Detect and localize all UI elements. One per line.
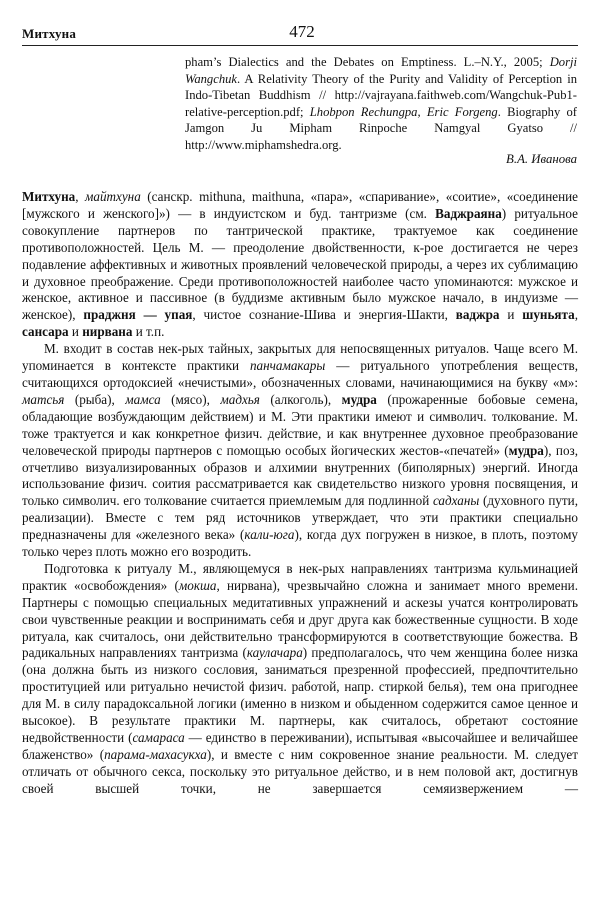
bibliography-author: Lhobpon Rechungpa, Eric Forgeng [309,104,498,119]
text-run: , [75,189,85,204]
running-header [22,19,576,47]
text-run: (духовного пути, реализации). Вместе с тем ряд источников утверждает, что эти практики специально предназначены для «железного века» ( [22,493,578,543]
cross-reference: мудра [508,442,544,458]
term: матсья [22,391,65,407]
cross-reference: праджня — упая [83,307,193,323]
cross-reference: мудра [341,391,377,407]
header-rule [22,45,578,46]
cross-reference: Ваджраяна [435,205,502,221]
bibliography-text: pham’s Dialectics and the Debates on Emptiness. L.–N.Y., 2005; [185,55,550,69]
text-run: (прожаренные бобовые семена, обладающие возбуждающим действием) и М. Эти практики имеют и символич. толкование. М. тоже трактуется и как конкретное физич. действие, и как внутреннее духовное преобразование человеческой природы партнеров с помощью особых йогических жестов-«печатей» ( [22,391,578,458]
text-run: ) ритуальное совокупление партнеров по тантрической практике, трактуемое как соединение противоположностей. Цель М. — преодоление двойственности, к-рое достигается не через подавление аффективных и животных проявлений человеческой природы, а через их сублимацию и духовное преображение. Среди противоположностей наиболее часто упоминаются: мужское и женское, активное и пассивное (в буддизме активным было мужское начало, в индуизме — женское), [22,205,578,323]
article-body [22,189,578,798]
term: самараса [132,730,185,745]
term: каулачара [246,645,303,661]
author-signature: В.А. Иванова [506,152,577,166]
text-run: , чистое сознание-Шива и энергия-Шакти, [192,307,456,323]
term: панчамакары [249,358,326,374]
cross-reference: шуньята [522,307,575,323]
bibliography-block [185,54,577,154]
text-run: (мясо), [160,391,221,407]
text-run: (рыба), [64,391,126,407]
bibliography-text: . Biography of Jamgon Ju Mipham Rinpoche Namgyal Gyatso // http://www.miphamshedra.org. [185,104,577,152]
term: мокша [178,577,217,593]
term: садханы [432,493,480,509]
running-title: Митхуна [22,26,77,41]
article-paragraph [22,189,578,341]
term: мамса [125,391,161,407]
term: кали-юга [244,527,295,543]
text-run: — единство в переживании), испытывая «высочайшее и величайшее блаженство» ( [22,730,578,762]
page-number: 472 [289,22,315,41]
text-run: и [68,324,83,340]
text-run: , [574,307,579,323]
text-run: (алкоголь), [259,391,342,407]
text-run: ) предполагалось, что чем женщина более низка (она должна быть из низкого сословия, заниматься презренной профессией, предпочтительно проституцией или ритуально нечистой физич. работой, напр. стиркой белья), тем она пригоднее для М. в силу парадоксальной логики (именно в низком и обыденном содержится самое ценное и высокое). В результате практики М. партнеры, как считалось, обретают состояние недвойственности ( [22,645,578,745]
text-run: ), поз, отчетливо визуализированных образов и алхимии внутренних (биполярных) энергий. Иногда использование физич. соития рассматривается как свидетельство низкого уровня посвящения, и только символич. его толкование считается приемлемым для подлинной [22,442,578,509]
cross-reference: сансара [22,324,69,340]
cross-reference: нирвана [82,324,133,340]
bibliography-author: Dorji Wangchuk [185,55,577,86]
text-run: и [499,307,523,323]
term: парама-махасукха [104,746,207,762]
cross-reference: ваджра [455,307,500,323]
text-run: М. входит в состав нек-рых тайных, закрытых для непосвященных ритуалов. Чаще всего М. упоминается в контексте практики [22,341,578,374]
article-paragraph [22,341,578,561]
bibliography-text: . A Relativity Theory of the Purity and Validity of Perception in Indo-Tibetan Buddhism // http://vajrayana.faithweb.com/Wangchuk-Pub1-relative-perception.pdf; [185,71,577,119]
text-run: и т.п. [132,324,165,340]
entry-headword: Митхуна [22,189,76,204]
entry-variant: майтхуна [85,189,141,204]
text-run: (санскр. mithuna, maithuna, «пара», «спаривание», «соитие», «соединение [мужского и женского]») — в индуистском и буд. тантризме (см. [22,189,578,221]
text-run: ), когда дух погружен в низкое, в плоть, поэтому только через плоть можно его возродить. [22,527,579,560]
text-run: Подготовка к ритуалу М., являющемуся в нек-рых направлениях тантризма кульминацией практик «освобождения» ( [22,560,578,593]
text-run: , нирвана), чрезвычайно сложна и занимает много времени. Партнеры с помощью специальных медитативных упражнений и аскезы учатся контролировать свои чувственные реакции и воспринимать себя и друг друга как божественные сущности. В ходе ритуала, как считалось, они действительно трансформируются в соответствующие божества. В радикальных направлениях тантризма ( [22,577,578,661]
term: мадхья [220,391,260,407]
text-run: — ритуального употребления веществ, считающихся ортодоксией «нечистыми», обозначенных словами, начинающимися на букву «м»: [22,358,578,390]
text-run: ), и вместе с ним сокровенное знание реальности. М. следует отличать от обычного секса, поскольку это ритуальное действо, и в нем половой акт, достигнув своей высшей точки, не завершается семяизвержением — [22,746,578,796]
article-paragraph [22,561,578,798]
